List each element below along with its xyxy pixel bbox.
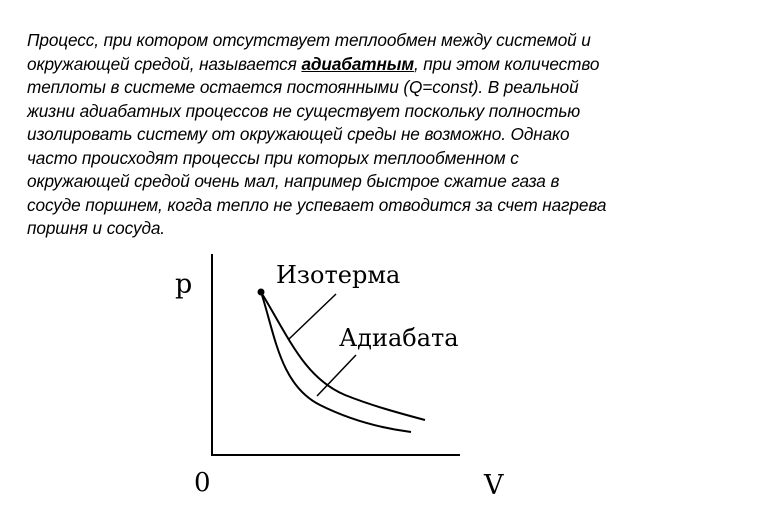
text-line-2-start: окружающей средой, называется xyxy=(27,53,302,74)
term-adiabatic: адиабатным xyxy=(301,53,414,74)
text-line-3: теплоты в системе остается постоянными (Q=const). В реальной xyxy=(27,77,579,97)
text-line-4: жизни адиабатных процессов не существует поскольку полностью xyxy=(27,100,581,121)
isotherm-leader-line xyxy=(289,294,336,339)
adiabat-curve xyxy=(261,292,411,432)
axis-y-label: p xyxy=(175,269,193,300)
text-line-5: изолировать систему от окружающей среды не возможно. Однако xyxy=(27,124,570,144)
text-line-7: окружающей средой очень мал, например быстрое сжатие газа в xyxy=(27,171,560,191)
text-line-6: часто происходят процессы при которых теплообменном с xyxy=(27,147,519,168)
text-line-2-end: , при этом количество xyxy=(413,53,600,74)
initial-state-point xyxy=(258,289,265,296)
text-line-8: сосуде поршнем, когда тепло не успевает отводится за счет нагрева xyxy=(27,194,607,215)
axis-x-label: V xyxy=(484,470,504,501)
text-line-9: поршня и сосуда. xyxy=(27,218,165,238)
isotherm-label: Изотерма xyxy=(276,261,401,289)
text-line-1: Процесс, при котором отсутствует теплообмен между системой и xyxy=(27,30,591,50)
adiabat-label: Адиабата xyxy=(339,324,459,352)
origin-label: 0 xyxy=(194,468,211,498)
isotherm-curve xyxy=(261,292,425,420)
